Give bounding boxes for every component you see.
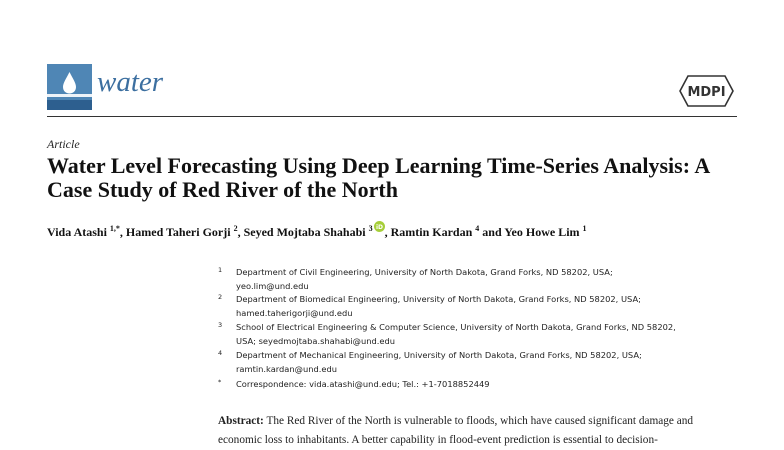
affiliation-email[interactable]: hamed.taherigorji@und.edu xyxy=(236,307,353,318)
affiliation-number: * xyxy=(218,378,222,386)
affiliation-email[interactable]: ramtin.kardan@und.edu xyxy=(236,363,337,374)
orcid-icon[interactable] xyxy=(374,221,385,232)
affiliation-line: Department of Biomedical Engineering, University of North Dakota, Grand Forks, ND 58202, USA; xyxy=(236,294,641,304)
author-name: Vida Atashi xyxy=(47,225,107,239)
journal-logo-icon xyxy=(47,64,92,110)
author-affiliation-mark: 1 xyxy=(582,224,587,233)
author-affiliation-mark: 4 xyxy=(475,224,480,233)
affiliation-number: 4 xyxy=(218,349,223,357)
affiliation-email[interactable]: USA; seyedmojtaba.shahabi@und.edu xyxy=(236,335,396,346)
author-name: Yeo Howe Lim xyxy=(504,225,580,239)
affiliation-line: Department of Civil Engineering, University of North Dakota, Grand Forks, ND 58202, USA; xyxy=(236,267,613,277)
abstract xyxy=(218,412,738,450)
author-affiliation-mark: 2 xyxy=(233,224,238,233)
header-divider xyxy=(47,116,737,117)
correspondence-line[interactable]: Correspondence: vida.atashi@und.edu; Tel.: +1-7018852449 xyxy=(236,379,490,389)
svg-text:MDPI: MDPI xyxy=(687,85,726,100)
affiliation-line: School of Electrical Engineering & Computer Science, University of North Dakota, Grand Forks, ND 58202, xyxy=(236,322,676,332)
abstract-text: The Red River of the North is vulnerable to floods, which have caused significant damage and economic loss to inhabitants. A better capability in flood-event prediction is essential to decision- xyxy=(218,415,694,446)
author-name: Ramtin Kardan xyxy=(390,225,473,239)
author-name: Hamed Taheri Gorji xyxy=(125,225,231,239)
journal-name: water xyxy=(97,66,164,98)
affiliation-line: Department of Mechanical Engineering, University of North Dakota, Grand Forks, ND 58202, USA; xyxy=(236,350,642,360)
publisher-logo xyxy=(678,74,735,108)
svg-text:iD: iD xyxy=(375,224,383,231)
author-name: Seyed Mojtaba Shahabi xyxy=(243,225,366,239)
abstract-label: Abstract: xyxy=(218,415,264,427)
affiliation-number: 2 xyxy=(218,293,223,301)
author-list: Vida Atashi $^{1,*}$, Hamed Taheri Gorji $^2$, Seyed Mojtaba Shahabi $^3$ iD , Ramtin Kardan $^4$ and Yeo Howe Lim $^1$ xyxy=(47,220,587,240)
affiliation-number: 3 xyxy=(218,321,223,329)
author-affiliation-mark: 1,* xyxy=(109,224,120,233)
article-type: Article xyxy=(47,137,80,151)
affiliation-number: 1 xyxy=(218,266,223,274)
author-affiliation-mark: 3 xyxy=(368,224,373,233)
affiliation-email[interactable]: yeo.lim@und.edu xyxy=(236,280,309,291)
paper-title: Water Level Forecasting Using Deep Learning Time-Series Analysis: A Case Study of Red River of the North xyxy=(47,153,710,202)
